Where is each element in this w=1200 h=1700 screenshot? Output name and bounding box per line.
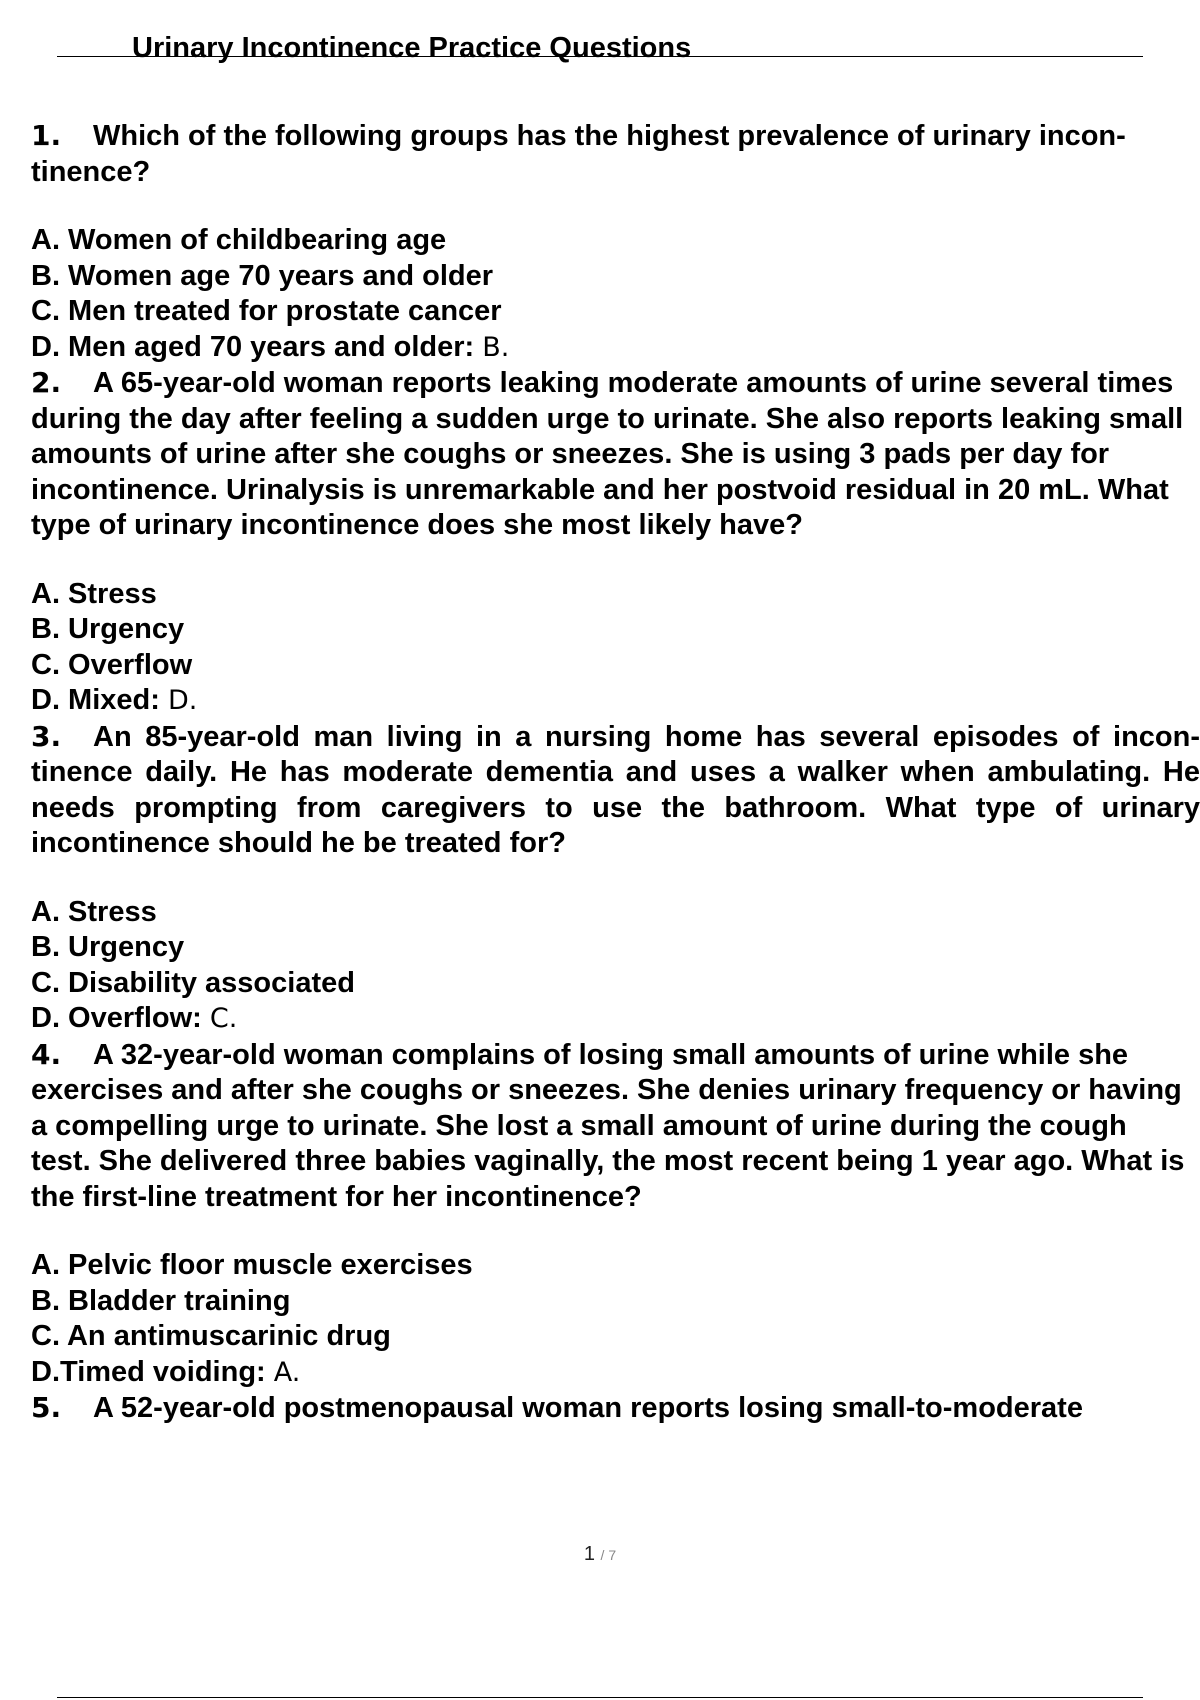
option-d-text: D. Men aged 70 years and older: bbox=[31, 330, 475, 363]
question-text: A 52-year-old postmenopausal woman reports losing small-to-moderate bbox=[93, 1392, 1083, 1424]
question-stem bbox=[31, 719, 1200, 862]
option-a: A. Women of childbearing age bbox=[31, 224, 447, 256]
option-b: B. Women age 70 years and older bbox=[31, 259, 494, 292]
option-d-text: D. Mixed: bbox=[31, 684, 160, 716]
question-text: A 32-year-old woman complains of losing small amounts of urine while she exercises and after she coughs or sneezes. She denies urinary frequency or having a compelling urge to urinate. She lost a small amount of urine during the cough test. She delivered three babies vaginally, the most recent being 1 year ago. What is the first-line treatment for her incontinence? bbox=[31, 1038, 1185, 1213]
page-number bbox=[0, 1543, 1200, 1566]
document-header bbox=[57, 30, 1143, 64]
question-text: Which of the following groups has the highest prevalence of urinary incon- tinence? bbox=[31, 120, 1126, 188]
footer-rule bbox=[57, 1697, 1143, 1698]
option-b: B. Urgency bbox=[31, 931, 185, 963]
question-number: 5. bbox=[31, 1391, 62, 1424]
question-stem bbox=[31, 1037, 1191, 1216]
question-text: A 65-year-old woman reports leaking moderate amounts of urine several times during the day after feeling a sudden urge to urinate. She also reports leaking small amounts of urine after she coughs or sneezes. She is using 3 pads per day for incontinence. Urinalysis is unremarkable and her postvoid residual in 20 mL. What type of urinary incontinence does she most likely have? bbox=[31, 367, 1184, 541]
question-number: 2. bbox=[31, 366, 62, 399]
answer-key: C. bbox=[209, 1003, 238, 1034]
page-title: Urinary Incontinence Practice Questions bbox=[132, 32, 692, 64]
question-list bbox=[31, 118, 1200, 1427]
question-number: 4. bbox=[31, 1037, 62, 1071]
option-b: B. Urgency bbox=[31, 613, 185, 645]
question-5 bbox=[31, 1390, 1200, 1427]
option-a: A. Stress bbox=[31, 577, 157, 610]
option-c: C. An antimuscarinic drug bbox=[31, 1320, 391, 1352]
option-d-text: D. Overflow: bbox=[31, 1002, 202, 1034]
answer-options bbox=[31, 1248, 1200, 1390]
answer-key: B. bbox=[482, 331, 510, 363]
question-1 bbox=[31, 118, 1200, 190]
question-number: 1. bbox=[31, 119, 62, 152]
option-c: C. Men treated for prostate cancer bbox=[31, 295, 502, 327]
question-2 bbox=[31, 365, 1200, 544]
option-a: A. Stress bbox=[31, 895, 157, 928]
option-d bbox=[31, 1355, 1200, 1391]
answer-key: A. bbox=[273, 1356, 301, 1388]
question-4 bbox=[31, 1037, 1200, 1216]
option-d bbox=[31, 1001, 1200, 1037]
answer-options bbox=[31, 577, 1200, 719]
page-current: 1 bbox=[583, 1543, 595, 1565]
question-stem bbox=[31, 1390, 1200, 1427]
option-c: C. Disability associated bbox=[31, 966, 355, 999]
question-stem bbox=[31, 118, 1131, 190]
option-a: A. Pelvic floor muscle exercises bbox=[31, 1249, 473, 1281]
question-text: An 85-year-old man living in a nursing home has several episodes of incon- tinence daily. He has moderate dementia and uses a walker when ambulating. He needs prompting from caregivers to use the bathroom. What type of urinary incontinence should he be treated for? bbox=[31, 720, 1200, 859]
answer-options bbox=[31, 895, 1200, 1037]
question-3 bbox=[31, 719, 1200, 862]
option-d bbox=[31, 330, 1200, 366]
answer-key: D. bbox=[167, 685, 198, 716]
page-total: / 7 bbox=[600, 1547, 617, 1563]
option-b: B. Bladder training bbox=[31, 1284, 291, 1317]
option-d bbox=[31, 683, 1200, 719]
option-d-text: D.Timed voiding: bbox=[31, 1355, 266, 1388]
option-c: C. Overflow bbox=[31, 648, 193, 681]
question-number: 3. bbox=[31, 719, 62, 753]
answer-options bbox=[31, 223, 1200, 365]
question-stem bbox=[31, 365, 1200, 544]
